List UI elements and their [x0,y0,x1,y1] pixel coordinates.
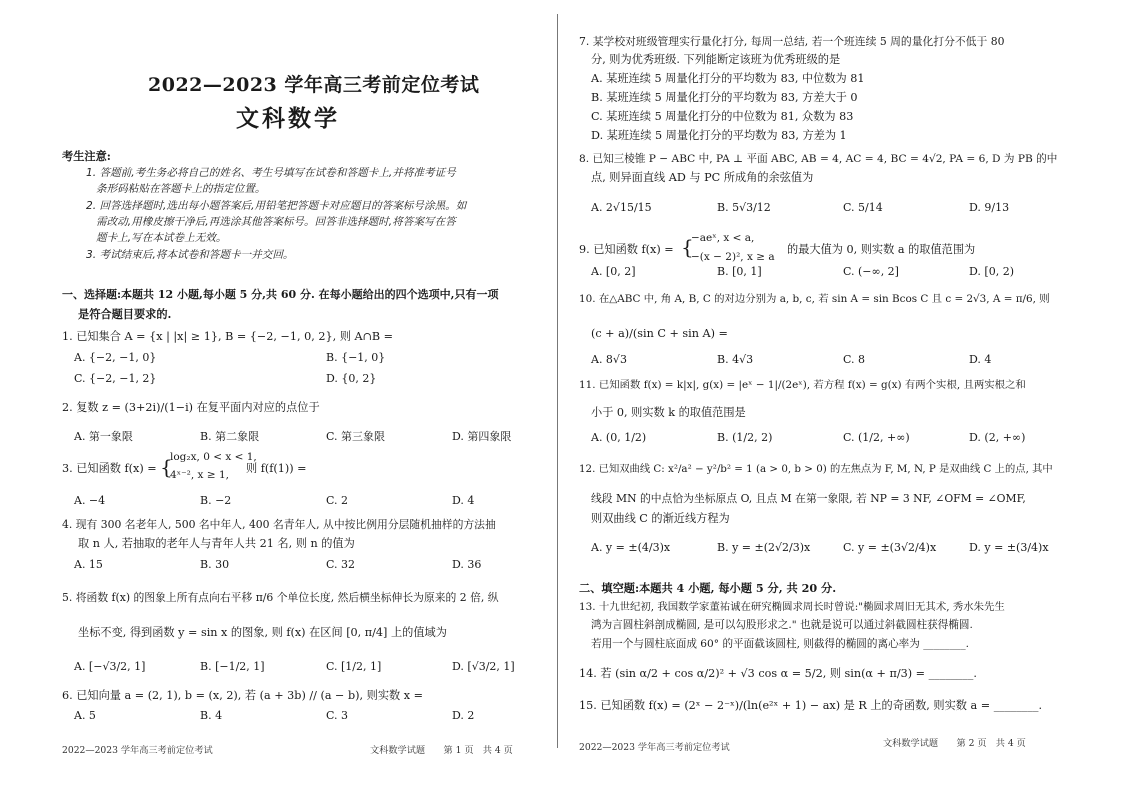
brace-symbol: { [681,235,694,259]
piecewise-case-1: log₂x, 0 < x < 1, [170,451,257,463]
option-b: B. 5√3/12 [717,201,771,214]
option-d: D. 4 [452,494,475,507]
option-b: B. [0, 1] [717,265,762,278]
question-5-options [74,659,544,675]
page-divider [557,14,558,748]
section-choice-heading: 一、选择题:本题共 12 小题,每小题 5 分,共 60 分. 在每小题给出的四个选项中,只有一项 [62,288,499,301]
question-13-line-3: 若用一个与圆柱底面成 60° 的平面截该圆柱, 则截得的椭圆的离心率为 ________. [591,638,969,650]
question-8-line-1: 8. 已知三棱锥 P − ABC 中, PA ⊥ 平面 ABC, AB = 4, AC = 4, BC = 4√2, PA = 6, D 为 PB 的中 [579,153,1058,165]
option-b: B. {−1, 0} [326,351,386,364]
option-d: D. y = ±(3/4)x [969,541,1049,554]
question-2-options [74,429,544,445]
option-d: D. 第四象限 [452,430,512,443]
question-8-line-2: 点, 则异面直线 AD 与 PC 所成角的余弦值为 [591,171,814,184]
option-a: A. 15 [74,558,103,571]
question-5-line-2: 坐标不变, 得到函数 y = sin x 的图象, 则 f(x) 在区间 [0, π/4] 上的值域为 [78,626,447,639]
piecewise-case-2: −(x − 2)², x ≥ a [691,251,775,263]
option-c: C. 32 [326,558,356,571]
question-4-line-2: 取 n 人, 若抽取的老年人与青年人共 21 名, 则 n 的值为 [78,537,355,550]
option-d: D. 36 [452,558,482,571]
question-7-line-1: 7. 某学校对班级管理实行量化打分, 每周一总结, 若一个班连续 5 周的量化打分不低于 80 [579,35,1005,48]
question-1-stem: 1. 已知集合 A = {x | |x| ≥ 1}, B = {−2, −1, 0, 2}, 则 A∩B = [62,330,394,343]
question-12-options [591,540,1081,556]
notice-line: 1. 答题前,考生务必将自己的姓名、考生号填写在试卷和答题卡上,并将准考证号 [86,167,456,179]
option-a: A. (0, 1/2) [591,431,647,444]
page-footer-right: 文科数学试题 第 1 页 共 4 页 [370,745,513,756]
option-a: A. 8√3 [591,353,627,366]
option-a: A. 第一象限 [74,430,133,443]
option-d: D. 9/13 [969,201,1010,214]
question-6-stem: 6. 已知向量 a = (2, 1), b = (x, 2), 若 (a + 3b) // (a − b), 则实数 x = [62,689,423,702]
question-12-line-1: 12. 已知双曲线 C: x²/a² − y²/b² = 1 (a > 0, b > 0) 的左焦点为 F, M, N, P 是双曲线 C 上的点, 其中 [579,463,1053,475]
question-3-options [74,493,544,509]
question-11-line-2: 小于 0, 则实数 k 的取值范围是 [591,406,746,419]
question-7-option-c: C. 某班连续 5 周量化打分的中位数为 81, 众数为 83 [591,110,854,123]
question-3-stem-suffix: 则 f(f(1)) = [246,462,307,475]
option-c: C. 3 [326,709,349,722]
question-15: 15. 已知函数 f(x) = (2ˣ − 2⁻ˣ)/(ln(e²ˣ + 1) − ax) 是 R 上的奇函数, 则实数 a = ________. [579,699,1042,712]
option-a: A. [0, 2] [591,265,636,278]
notice-line: 2. 回答选择题时,选出每小题答案后,用铅笔把答题卡对应题目的答案标号涂黑。如 [86,200,467,212]
question-11-options [591,430,1081,446]
question-10-line-2: (c + a)/(sin C + sin A) = [591,327,728,340]
option-b: B. −2 [200,494,232,507]
option-b: B. 4 [200,709,223,722]
option-a: A. 2√15/15 [591,201,652,214]
option-c: C. 2 [326,494,349,507]
question-12-line-2: 线段 MN 的中点恰为坐标原点 O, 且点 M 在第一象限, 若 NP = 3 NF, ∠OFM = ∠OMF, [591,492,1026,505]
question-13-line-1: 13. 十九世纪初, 我国数学家董祐诚在研究椭圆求周长时曾说:"椭圆求周旧无其术, 秀水朱先生 [579,601,1005,613]
exam-page-2 [561,0,1122,794]
exam-subject: 文科数学 [236,105,340,132]
question-7-option-d: D. 某班连续 5 周量化打分的平均数为 83, 方差为 1 [591,129,847,142]
question-13-line-2: 鸿为言圆柱斜剖成椭圆, 是可以勾股形求之." 也就是说可以通过斜截圆柱获得椭圆. [591,619,973,631]
option-a: A. 5 [74,709,96,722]
option-b: B. 30 [200,558,230,571]
brace-symbol: { [160,455,173,479]
option-a: A. −4 [74,494,106,507]
question-2-stem: 2. 复数 z = (3+2i)/(1−i) 在复平面内对应的点位于 [62,401,320,414]
option-c: C. [1/2, 1] [326,660,382,673]
question-10-options [591,352,1081,368]
option-c: C. (1/2, +∞) [843,431,910,444]
option-b: B. (1/2, 2) [717,431,773,444]
notice-line: 题卡上,写在本试卷上无效。 [96,232,227,244]
piecewise-case-2: 4ˣ⁻², x ≥ 1, [170,469,229,481]
option-a: A. {−2, −1, 0} [74,351,157,364]
question-7-line-2: 分, 则为优秀班级. 下列能断定该班为优秀班级的是 [591,53,841,66]
option-b: B. 第二象限 [200,430,260,443]
question-4-line-1: 4. 现有 300 名老年人, 500 名中年人, 400 名青年人, 从中按比例用分层随机抽样的方法抽 [62,518,496,531]
option-c: C. 5/14 [843,201,883,214]
option-b: B. [−1/2, 1] [200,660,265,673]
page-footer-left: 2022—2023 学年高三考前定位考试 [62,745,213,756]
question-9-stem: 9. 已知函数 f(x) = [579,243,674,256]
option-d: D. (2, +∞) [969,431,1026,444]
exam-page-1 [0,0,555,794]
question-7-option-b: B. 某班连续 5 周量化打分的平均数为 83, 方差大于 0 [591,91,858,104]
question-11-line-1: 11. 已知函数 f(x) = k|x|, g(x) = |eˣ − 1|/(2eˣ), 若方程 f(x) = g(x) 有两个实根, 且两实根之和 [579,379,1026,391]
question-12-line-3: 则双曲线 C 的渐近线方程为 [591,512,730,525]
piecewise-case-1: −aeˣ, x < a, [691,232,755,244]
notice-line: 条形码粘贴在答题卡上的指定位置。 [96,183,266,195]
question-9-stem-suffix: 的最大值为 0, 则实数 a 的取值范围为 [787,243,976,256]
option-c: C. {−2, −1, 2} [74,372,157,385]
notice-line: 3. 考试结束后,将本试卷和答题卡一并交回。 [86,249,294,261]
option-a: A. [−√3/2, 1] [74,660,146,673]
question-1-options [74,350,544,386]
section-fill-heading: 二、填空题:本题共 4 小题, 每小题 5 分, 共 20 分. [579,581,837,595]
option-a: A. y = ±(4/3)x [591,541,671,554]
option-b: B. y = ±(2√2/3)x [717,541,811,554]
question-6-options [74,708,544,724]
option-d: D. {0, 2} [326,372,377,385]
notice-line: 需改动,用橡皮擦干净后,再选涂其他答案标号。回答非选择题时,将答案写在答 [96,216,456,228]
exam-title: 2022—2023 学年高三考前定位考试 [148,74,480,96]
option-d: D. [0, 2) [969,265,1014,278]
question-4-options [74,557,544,573]
option-d: D. [√3/2, 1] [452,660,515,673]
option-c: C. 第三象限 [326,430,386,443]
option-c: C. y = ±(3√2/4)x [843,541,937,554]
option-c: C. 8 [843,353,866,366]
question-9-options [591,264,1081,280]
question-8-options [591,200,1081,216]
page-footer-left: 2022—2023 学年高三考前定位考试 [579,742,730,753]
question-14: 14. 若 (sin α/2 + cos α/2)² + √3 cos α = 5/2, 则 sin(α + π/3) = ________. [579,667,977,680]
option-c: C. (−∞, 2] [843,265,899,278]
option-d: D. 4 [969,353,992,366]
option-b: B. 4√3 [717,353,754,366]
question-10-line-1: 10. 在△ABC 中, 角 A, B, C 的对边分别为 a, b, c, 若 sin A = sin Bcos C 且 c = 2√3, A = π/6, 则 [579,293,1050,305]
page-footer-right: 文科数学试题 第 2 页 共 4 页 [883,738,1026,749]
notice-heading: 考生注意: [62,149,111,163]
question-3-stem: 3. 已知函数 f(x) = [62,462,157,475]
question-7-option-a: A. 某班连续 5 周量化打分的平均数为 83, 中位数为 81 [591,72,865,85]
section-choice-heading-cont: 是符合题目要求的. [78,307,172,321]
option-d: D. 2 [452,709,475,722]
question-5-line-1: 5. 将函数 f(x) 的图象上所有点向右平移 π/6 个单位长度, 然后横坐标伸长为原来的 2 倍, 纵 [62,591,499,604]
